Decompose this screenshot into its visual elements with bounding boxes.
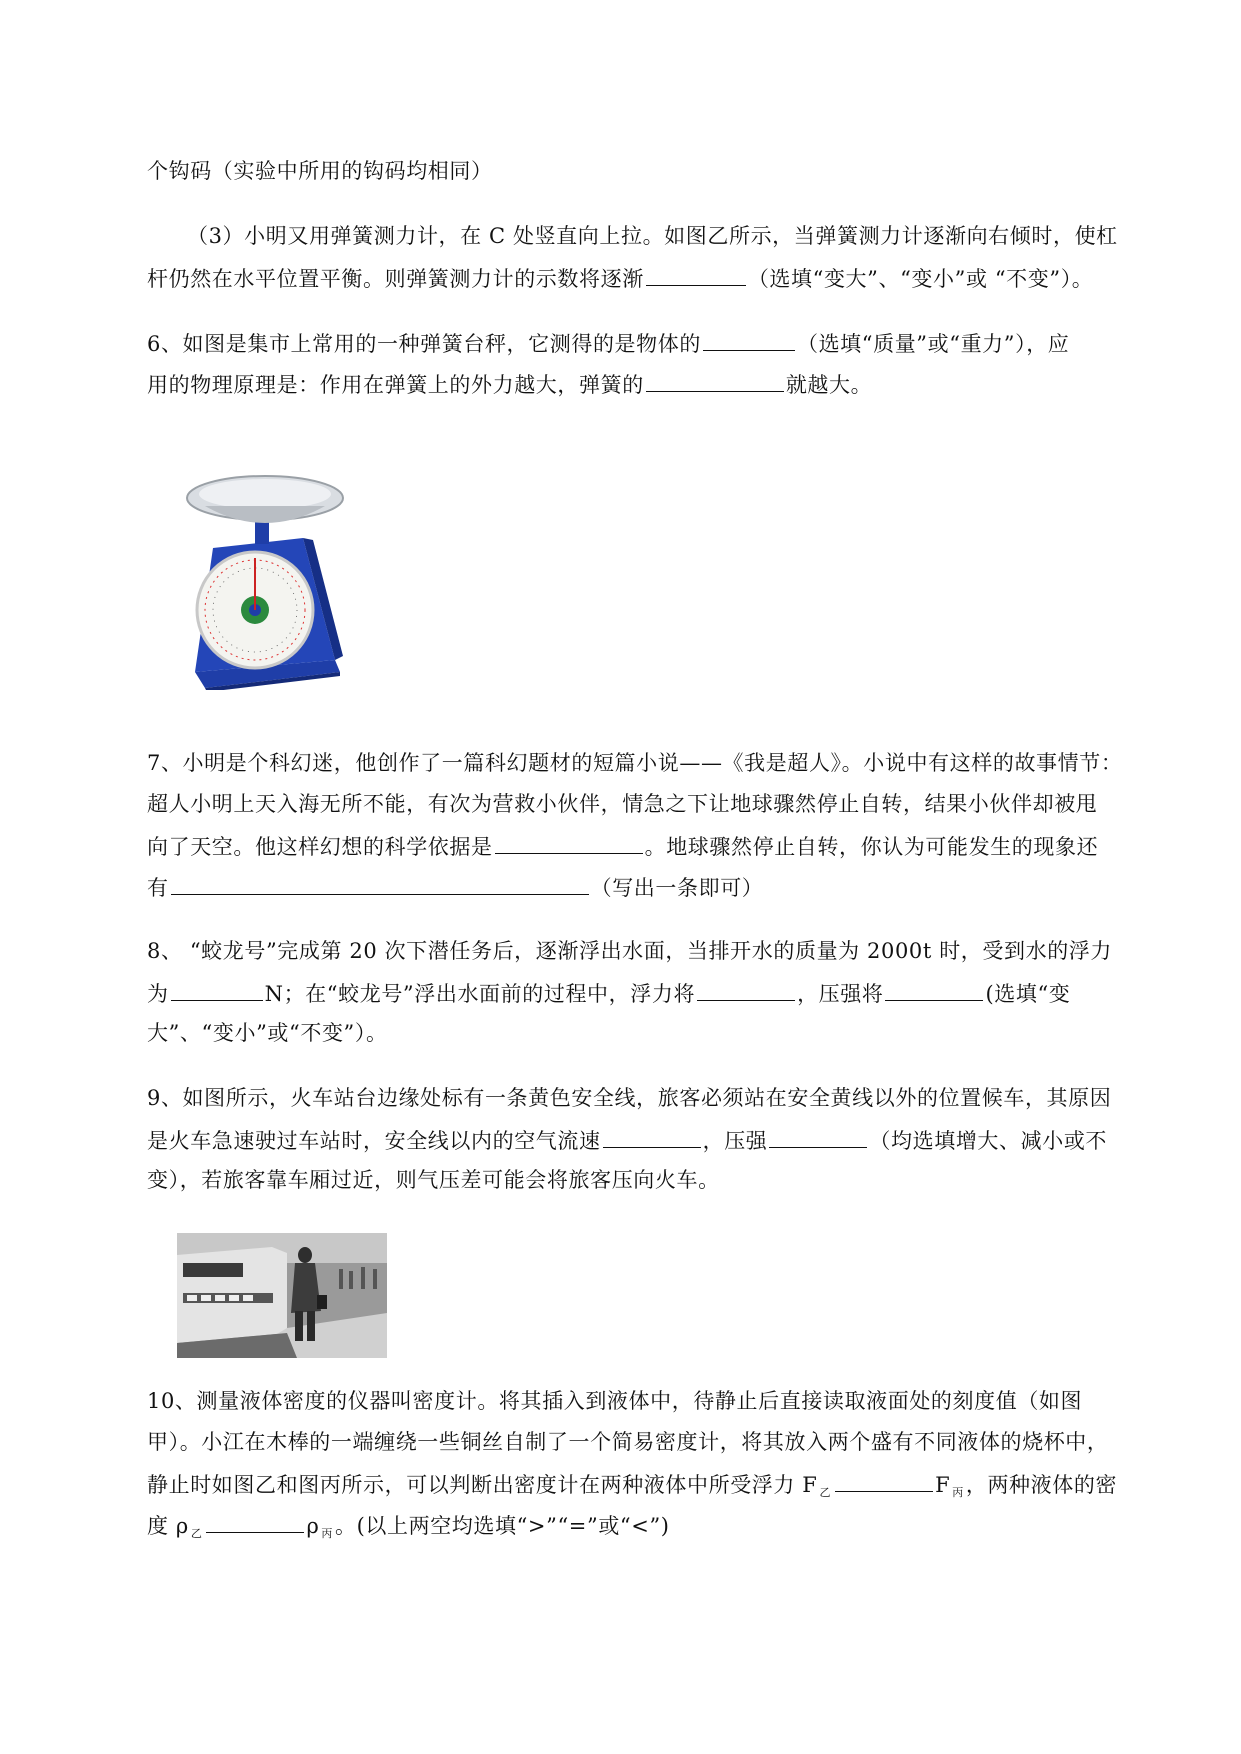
answer-blank[interactable] — [646, 263, 746, 286]
text-span: 是火车急速驶过车站时，安全线以内的空气流速 — [147, 1129, 601, 1153]
text-line — [147, 1469, 1117, 1507]
text-line — [147, 263, 1093, 293]
text-span: 度 ρ — [147, 1514, 189, 1538]
text-line — [147, 831, 1098, 861]
text-line — [147, 978, 1070, 1008]
text-span: 6、如图是集市上常用的一种弹簧台秤，它测得的是物体的 — [147, 332, 701, 356]
text-line: （3）小明又用弹簧测力计，在 C 处竖直向上拉。如图乙所示，当弹簧测力计逐渐向右倾时，使杠 — [187, 224, 1118, 248]
text-span: 有 — [147, 876, 169, 900]
answer-blank[interactable] — [603, 1125, 701, 1148]
answer-blank[interactable] — [171, 872, 589, 895]
text-line — [147, 1125, 1107, 1155]
train-platform-photo — [177, 1233, 387, 1358]
answer-blank[interactable] — [206, 1510, 304, 1533]
answer-blank[interactable] — [769, 1125, 867, 1148]
text-span: （选填“变大”、“变小”或 “不变”）。 — [747, 267, 1094, 291]
subscript: 丙 — [952, 1486, 964, 1499]
text-line: 大”、“变小”或“不变”）。 — [147, 1021, 388, 1045]
answer-blank[interactable] — [703, 328, 795, 351]
text-span: 为 — [147, 982, 169, 1006]
text-span: F — [935, 1473, 951, 1497]
text-line — [147, 872, 763, 902]
text-span: 就越大。 — [785, 373, 873, 397]
text-line — [147, 369, 872, 399]
text-line: 10、测量液体密度的仪器叫密度计。将其插入到液体中，待静止后直接读取液面处的刻度值（如图 — [147, 1389, 1083, 1413]
text-span: 用的物理原理是：作用在弹簧上的外力越大，弹簧的 — [147, 373, 644, 397]
text-span: 。地球骤然停止自转，你认为可能发生的现象还 — [644, 835, 1099, 859]
text-line: 个钩码（实验中所用的钩码均相同） — [147, 159, 493, 183]
spring-scale-icon — [185, 460, 350, 690]
answer-blank[interactable] — [697, 978, 795, 1001]
text-line: 超人小明上天入海无所不能，有次为营救小伙伴，情急之下让地球骤然停止自转，结果小伙伴却被甩 — [147, 792, 1098, 816]
text-line: 8、 “蛟龙号”完成第 20 次下潜任务后，逐渐浮出水面，当排开水的质量为 2000t 时，受到水的浮力 — [147, 939, 1113, 963]
text-span: ，压强将 — [797, 982, 884, 1006]
text-line — [147, 1510, 670, 1548]
text-span: 。(以上两空均选填“>”“=”或“<”) — [335, 1514, 670, 1538]
text-span: ，压强 — [702, 1129, 768, 1153]
text-span: 杆仍然在水平位置平衡。则弹簧测力计的示数将逐渐 — [147, 267, 644, 291]
text-span: ，两种液体的密 — [965, 1473, 1118, 1497]
answer-blank[interactable] — [885, 978, 983, 1001]
subscript: 乙 — [190, 1527, 203, 1540]
text-span: 静止时如图乙和图丙所示，可以判断出密度计在两种液体中所受浮力 F — [147, 1473, 818, 1497]
text-span: 向了天空。他这样幻想的科学依据是 — [147, 835, 493, 859]
text-span: （写出一条即可） — [590, 876, 764, 900]
text-span: N；在“蛟龙号”浮出水面前的过程中，浮力将 — [264, 982, 696, 1006]
text-span: ρ — [306, 1514, 320, 1538]
answer-blank[interactable] — [495, 831, 643, 854]
text-span: （均选填增大、减小或不 — [869, 1129, 1108, 1153]
text-span: (选填“变 — [985, 982, 1071, 1006]
text-line: 9、如图所示，火车站台边缘处标有一条黄色安全线，旅客必须站在安全黄线以外的位置候车，其原因 — [147, 1086, 1112, 1110]
text-line: 变），若旅客靠车厢过近，则气压差可能会将旅客压向火车。 — [147, 1168, 720, 1192]
answer-blank[interactable] — [646, 369, 784, 392]
answer-blank[interactable] — [171, 978, 263, 1001]
subscript: 乙 — [819, 1486, 832, 1499]
text-line — [147, 328, 1069, 358]
answer-blank[interactable] — [835, 1469, 933, 1492]
text-span: （选填“质量”或“重力”），应 — [796, 332, 1070, 356]
text-line: 7、小明是个科幻迷，他创作了一篇科幻题材的短篇小说——《我是超人》。小说中有这样的故事情节： — [147, 751, 1123, 775]
subscript: 丙 — [321, 1527, 333, 1540]
text-line: 甲）。小江在木棒的一端缠绕一些铜丝自制了一个简易密度计，将其放入两个盛有不同液体的烧杯中， — [147, 1430, 1109, 1454]
